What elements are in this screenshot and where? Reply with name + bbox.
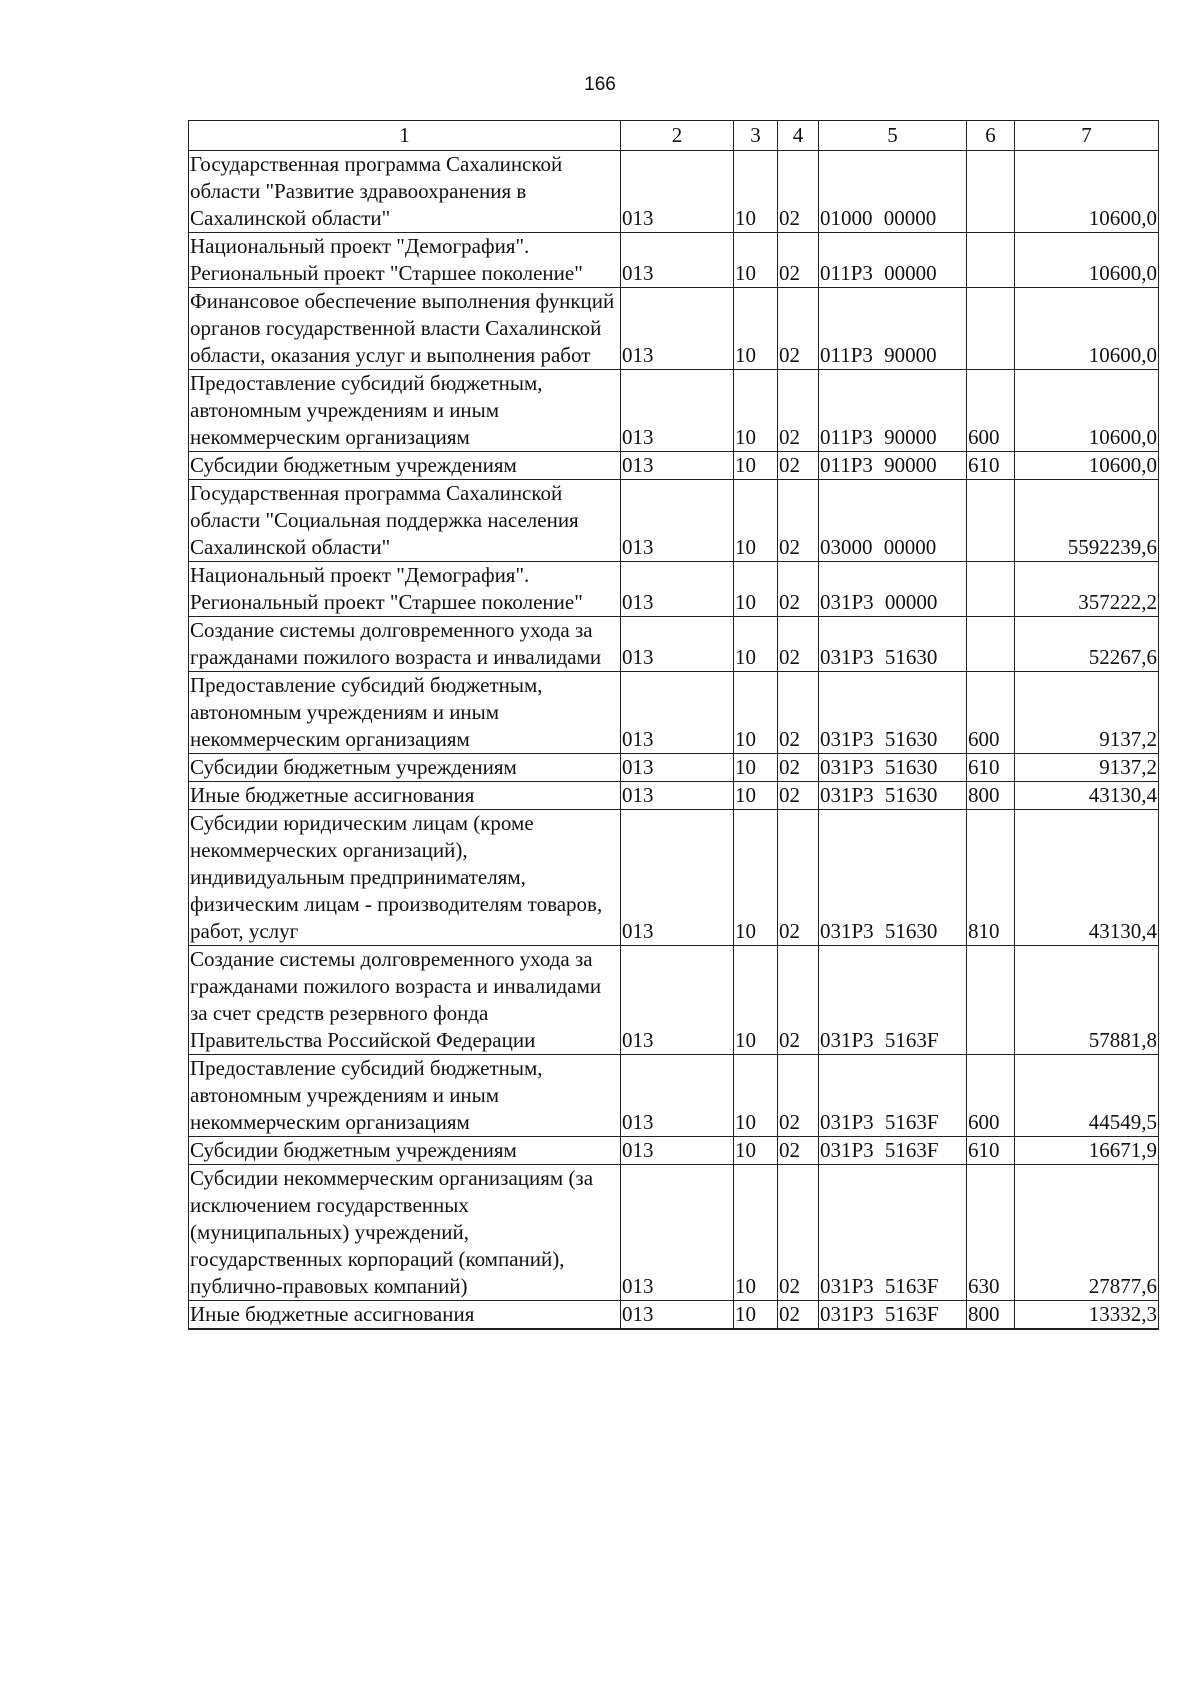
header-cell: 4 xyxy=(778,121,819,151)
row-sum: 10600,0 xyxy=(1015,233,1159,288)
row-name: Субсидии бюджетным учреждениям xyxy=(189,452,621,480)
row-rz: 10 xyxy=(734,562,778,617)
row-sum: 9137,2 xyxy=(1015,754,1159,782)
table-row xyxy=(189,452,1159,480)
row-pr: 02 xyxy=(778,1301,819,1330)
row-csr: 031P3 5163F xyxy=(819,1055,967,1137)
row-pr: 02 xyxy=(778,370,819,452)
header-cell: 6 xyxy=(967,121,1015,151)
row-csr: 031P3 5163F xyxy=(819,1137,967,1165)
table-row xyxy=(189,1137,1159,1165)
row-vr: 600 xyxy=(967,1055,1015,1137)
table-row xyxy=(189,288,1159,370)
row-name: Иные бюджетные ассигнования xyxy=(189,1301,621,1330)
table-row xyxy=(189,480,1159,562)
table-row xyxy=(189,946,1159,1055)
row-grbs: 013 xyxy=(621,617,734,672)
row-pr: 02 xyxy=(778,480,819,562)
table-row xyxy=(189,810,1159,946)
row-grbs: 013 xyxy=(621,1301,734,1330)
row-grbs: 013 xyxy=(621,288,734,370)
row-csr: 031P3 5163F xyxy=(819,1165,967,1301)
row-grbs: 013 xyxy=(621,1165,734,1301)
row-rz: 10 xyxy=(734,1165,778,1301)
row-name: Предоставление субсидий бюджетным, автономным учреждениям и иным некоммерческим организациям xyxy=(189,672,621,754)
row-rz: 10 xyxy=(734,946,778,1055)
row-pr: 02 xyxy=(778,810,819,946)
page-number: 166 xyxy=(584,74,616,95)
row-vr xyxy=(967,233,1015,288)
row-sum: 357222,2 xyxy=(1015,562,1159,617)
table-row xyxy=(189,151,1159,233)
row-sum: 10600,0 xyxy=(1015,370,1159,452)
row-vr xyxy=(967,480,1015,562)
row-vr: 610 xyxy=(967,1137,1015,1165)
row-rz: 10 xyxy=(734,151,778,233)
row-pr: 02 xyxy=(778,672,819,754)
row-sum: 52267,6 xyxy=(1015,617,1159,672)
row-csr: 031P3 5163F xyxy=(819,1301,967,1330)
row-vr: 630 xyxy=(967,1165,1015,1301)
row-vr: 600 xyxy=(967,672,1015,754)
row-csr: 031P3 51630 xyxy=(819,782,967,810)
row-pr: 02 xyxy=(778,1137,819,1165)
row-vr: 800 xyxy=(967,782,1015,810)
row-csr: 031P3 51630 xyxy=(819,672,967,754)
row-csr: 011P3 90000 xyxy=(819,452,967,480)
row-grbs: 013 xyxy=(621,1055,734,1137)
row-grbs: 013 xyxy=(621,370,734,452)
table-row xyxy=(189,1165,1159,1301)
row-name: Иные бюджетные ассигнования xyxy=(189,782,621,810)
row-pr: 02 xyxy=(778,151,819,233)
row-rz: 10 xyxy=(734,480,778,562)
row-vr xyxy=(967,617,1015,672)
row-sum: 27877,6 xyxy=(1015,1165,1159,1301)
row-grbs: 013 xyxy=(621,562,734,617)
row-name: Субсидии некоммерческим организациям (за исключением государственных (муниципальных) учреждений, государственных корпораций (компаний), публично-правовых компаний) xyxy=(189,1165,621,1301)
row-vr xyxy=(967,562,1015,617)
row-grbs: 013 xyxy=(621,452,734,480)
row-sum: 10600,0 xyxy=(1015,452,1159,480)
header-cell: 1 xyxy=(189,121,621,151)
row-csr: 011P3 90000 xyxy=(819,288,967,370)
table-row xyxy=(189,782,1159,810)
row-vr: 600 xyxy=(967,370,1015,452)
row-sum: 16671,9 xyxy=(1015,1137,1159,1165)
row-grbs: 013 xyxy=(621,754,734,782)
row-name: Национальный проект "Демография". Региональный проект "Старшее поколение" xyxy=(189,233,621,288)
table-header-row xyxy=(189,121,1159,151)
row-rz: 10 xyxy=(734,1137,778,1165)
header-cell: 5 xyxy=(819,121,967,151)
row-sum: 10600,0 xyxy=(1015,151,1159,233)
row-grbs: 013 xyxy=(621,480,734,562)
row-csr: 031P3 5163F xyxy=(819,946,967,1055)
row-sum: 44549,5 xyxy=(1015,1055,1159,1137)
row-name: Национальный проект "Демография". Региональный проект "Старшее поколение" xyxy=(189,562,621,617)
row-rz: 10 xyxy=(734,288,778,370)
table-row xyxy=(189,562,1159,617)
row-sum: 10600,0 xyxy=(1015,288,1159,370)
row-pr: 02 xyxy=(778,233,819,288)
table-row xyxy=(189,370,1159,452)
row-grbs: 013 xyxy=(621,782,734,810)
row-rz: 10 xyxy=(734,1301,778,1330)
row-name: Субсидии бюджетным учреждениям xyxy=(189,1137,621,1165)
row-rz: 10 xyxy=(734,810,778,946)
row-grbs: 013 xyxy=(621,1137,734,1165)
row-name: Субсидии юридическим лицам (кроме некоммерческих организаций), индивидуальным предпринимателям, физическим лицам - производителям товаров, работ, услуг xyxy=(189,810,621,946)
row-sum: 5592239,6 xyxy=(1015,480,1159,562)
row-pr: 02 xyxy=(778,288,819,370)
row-name: Создание системы долговременного ухода за гражданами пожилого возраста и инвалидами xyxy=(189,617,621,672)
table-row xyxy=(189,672,1159,754)
row-grbs: 013 xyxy=(621,946,734,1055)
row-rz: 10 xyxy=(734,617,778,672)
row-pr: 02 xyxy=(778,782,819,810)
table-row xyxy=(189,754,1159,782)
table-row xyxy=(189,1301,1159,1330)
row-csr: 031P3 51630 xyxy=(819,810,967,946)
row-csr: 031P3 51630 xyxy=(819,754,967,782)
row-vr: 610 xyxy=(967,452,1015,480)
row-sum: 13332,3 xyxy=(1015,1301,1159,1330)
row-csr: 031P3 51630 xyxy=(819,617,967,672)
row-pr: 02 xyxy=(778,452,819,480)
row-pr: 02 xyxy=(778,562,819,617)
row-grbs: 013 xyxy=(621,810,734,946)
row-sum: 43130,4 xyxy=(1015,782,1159,810)
row-vr xyxy=(967,288,1015,370)
row-grbs: 013 xyxy=(621,151,734,233)
row-vr xyxy=(967,946,1015,1055)
row-rz: 10 xyxy=(734,754,778,782)
row-rz: 10 xyxy=(734,672,778,754)
table-row xyxy=(189,617,1159,672)
table-row xyxy=(189,233,1159,288)
row-name: Предоставление субсидий бюджетным, автономным учреждениям и иным некоммерческим организациям xyxy=(189,370,621,452)
row-csr: 011P3 00000 xyxy=(819,233,967,288)
row-rz: 10 xyxy=(734,233,778,288)
row-sum: 9137,2 xyxy=(1015,672,1159,754)
row-pr: 02 xyxy=(778,1165,819,1301)
header-cell: 7 xyxy=(1015,121,1159,151)
row-csr: 031P3 00000 xyxy=(819,562,967,617)
row-rz: 10 xyxy=(734,370,778,452)
row-csr: 03000 00000 xyxy=(819,480,967,562)
row-pr: 02 xyxy=(778,946,819,1055)
row-csr: 01000 00000 xyxy=(819,151,967,233)
table-row xyxy=(189,1055,1159,1137)
row-sum: 43130,4 xyxy=(1015,810,1159,946)
row-csr: 011P3 90000 xyxy=(819,370,967,452)
row-sum: 57881,8 xyxy=(1015,946,1159,1055)
row-name: Субсидии бюджетным учреждениям xyxy=(189,754,621,782)
header-cell: 2 xyxy=(621,121,734,151)
row-name: Государственная программа Сахалинской области "Социальная поддержка населения Сахалинской области" xyxy=(189,480,621,562)
row-grbs: 013 xyxy=(621,672,734,754)
row-vr: 610 xyxy=(967,754,1015,782)
row-name: Предоставление субсидий бюджетным, автономным учреждениям и иным некоммерческим организациям xyxy=(189,1055,621,1137)
row-pr: 02 xyxy=(778,617,819,672)
row-name: Государственная программа Сахалинской области "Развитие здравоохранения в Сахалинской области" xyxy=(189,151,621,233)
row-pr: 02 xyxy=(778,1055,819,1137)
row-rz: 10 xyxy=(734,1055,778,1137)
row-name: Создание системы долговременного ухода за гражданами пожилого возраста и инвалидами за счет средств резервного фонда Правительства Российской Федерации xyxy=(189,946,621,1055)
row-grbs: 013 xyxy=(621,233,734,288)
row-pr: 02 xyxy=(778,754,819,782)
budget-table xyxy=(188,120,1159,1330)
row-vr xyxy=(967,151,1015,233)
header-cell: 3 xyxy=(734,121,778,151)
row-rz: 10 xyxy=(734,452,778,480)
row-rz: 10 xyxy=(734,782,778,810)
row-name: Финансовое обеспечение выполнения функций органов государственной власти Сахалинской области, оказания услуг и выполнения работ xyxy=(189,288,621,370)
row-vr: 810 xyxy=(967,810,1015,946)
row-vr: 800 xyxy=(967,1301,1015,1330)
